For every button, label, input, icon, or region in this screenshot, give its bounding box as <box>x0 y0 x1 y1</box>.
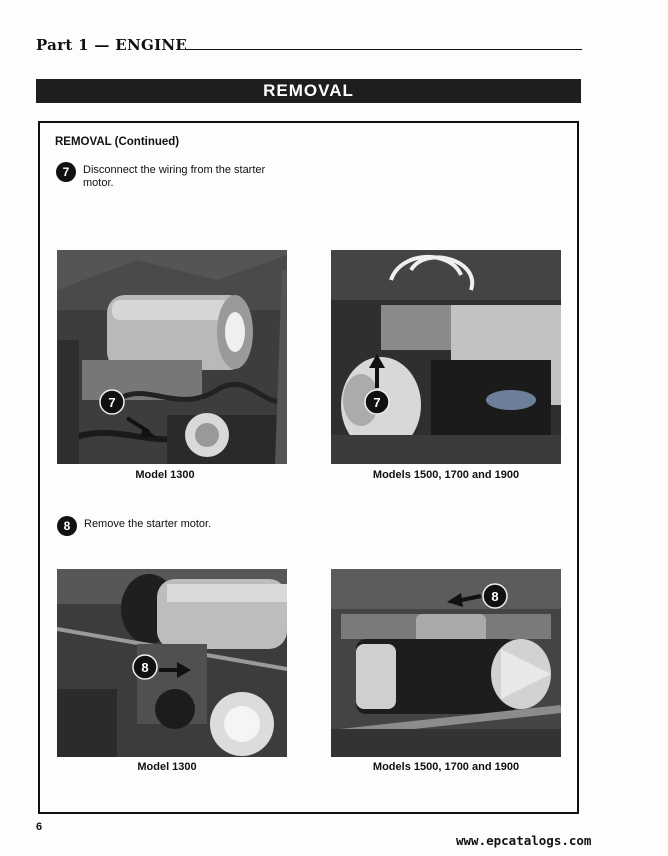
figure-caption: Models 1500, 1700 and 1900 <box>372 761 520 773</box>
callout-8-label: 8 <box>491 589 499 604</box>
watermark: www.epcatalogs.com <box>456 833 592 848</box>
part-header <box>36 36 582 58</box>
step-8 <box>57 516 284 536</box>
callout-8-label: 8 <box>141 660 149 675</box>
page-number: 6 <box>36 821 43 833</box>
figure-caption: Model 1300 <box>135 469 195 481</box>
header-rule <box>186 49 582 50</box>
step-7 <box>56 162 283 190</box>
banner-title: REMOVAL <box>263 81 354 100</box>
section-title: REMOVAL (Continued) <box>55 136 180 148</box>
part-title: Part 1 — ENGINE <box>36 36 191 54</box>
photo-model-1300-wiring <box>57 250 287 464</box>
section-banner <box>36 79 581 103</box>
photo-models-1500-1900-starter <box>331 569 561 757</box>
callout-7-label: 7 <box>108 395 116 410</box>
step-instruction: Remove the starter motor. <box>84 518 212 530</box>
step-number-badge: 7 <box>56 162 76 182</box>
photo-models-1500-1900-wiring <box>331 250 561 464</box>
step-number-badge: 8 <box>57 516 77 536</box>
photo-model-1300-starter <box>57 569 287 757</box>
figure-caption: Models 1500, 1700 and 1900 <box>372 469 520 481</box>
callout-7-label: 7 <box>373 395 381 410</box>
step-instruction: Disconnect the wiring from the starter motor. <box>83 164 266 189</box>
figure-caption: Model 1300 <box>137 761 197 773</box>
